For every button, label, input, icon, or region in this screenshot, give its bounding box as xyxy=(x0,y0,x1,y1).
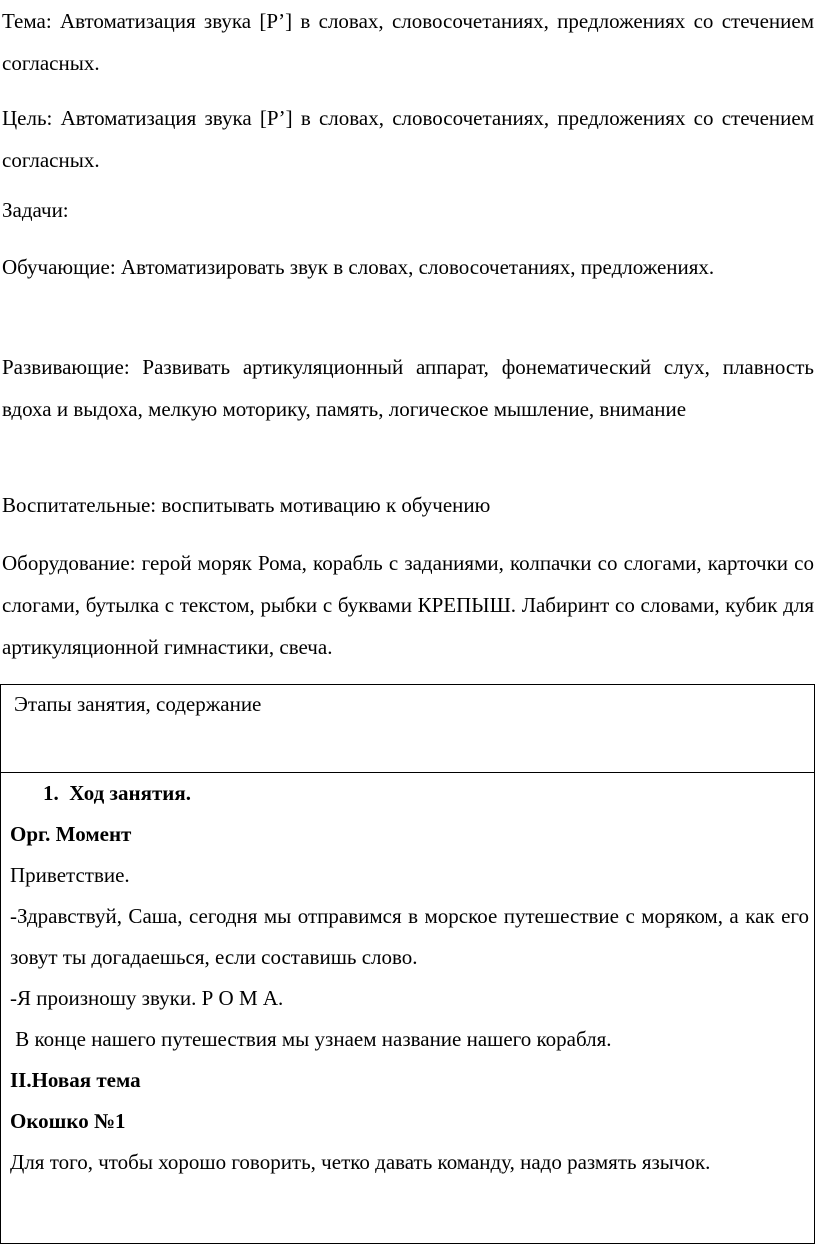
greeting-label: Приветствие. xyxy=(10,863,130,887)
teaching-tasks: Обучающие: Автоматизировать звук в словах, словосочетаниях, предложениях. xyxy=(2,255,715,279)
window-1-heading: Окошко №1 xyxy=(10,1109,126,1133)
org-moment-heading: Орг. Момент xyxy=(10,822,132,846)
journey-end-text: В конце нашего путешествия мы узнаем название нашего корабля. xyxy=(10,1027,612,1051)
educational-tasks: Воспитательные: воспитывать мотивацию к обучению xyxy=(2,493,491,517)
section-heading xyxy=(10,773,809,814)
table-body-cell xyxy=(1,773,815,1244)
table-header-row xyxy=(1,685,815,773)
developing-tasks: Развивающие: Развивать артикуляционный аппарат, фонематический слух, плавность вдоха и выдоха, мелкую моторику, память, логическое мышление, внимание xyxy=(2,355,814,421)
lesson-goal: Цель: Автоматизация звука [Р’] в словах, словосочетаниях, предложениях со стечением согласных. xyxy=(2,106,814,172)
window-1-text: Для того, чтобы хорошо говорить, четко давать команду, надо размять язычок. xyxy=(10,1150,711,1174)
new-topic-heading: II.Новая тема xyxy=(10,1068,141,1092)
tasks-heading: Задачи: xyxy=(2,198,69,222)
lesson-topic: Тема: Автоматизация звука [Р’] в словах, словосочетаниях, предложениях со стечением согласных. xyxy=(2,9,814,75)
section-title: Ход занятия. xyxy=(69,781,191,805)
table-body-row xyxy=(1,773,815,1244)
greeting-text: -Здравствуй, Саша, сегодня мы отправимся в морское путешествие с моряком, а как его зовут ты догадаешься, если составишь слово. xyxy=(10,904,809,969)
equipment-list: Оборудование: герой моряк Рома, корабль с заданиями, колпачки со слогами, карточки со слогами, бутылка с текстом, рыбки с буквами КРЕПЫШ. Лабиринт со словами, кубик для артикуляционной гимнастики, свеча. xyxy=(2,551,814,659)
section-number: 1. xyxy=(43,781,59,805)
table-header-cell xyxy=(1,685,815,773)
sounds-text: -Я произношу звуки. Р О М А. xyxy=(10,986,284,1010)
table-header-text: Этапы занятия, содержание xyxy=(14,692,262,716)
lesson-stages-table xyxy=(0,684,815,1244)
lesson-content xyxy=(1,773,814,1183)
